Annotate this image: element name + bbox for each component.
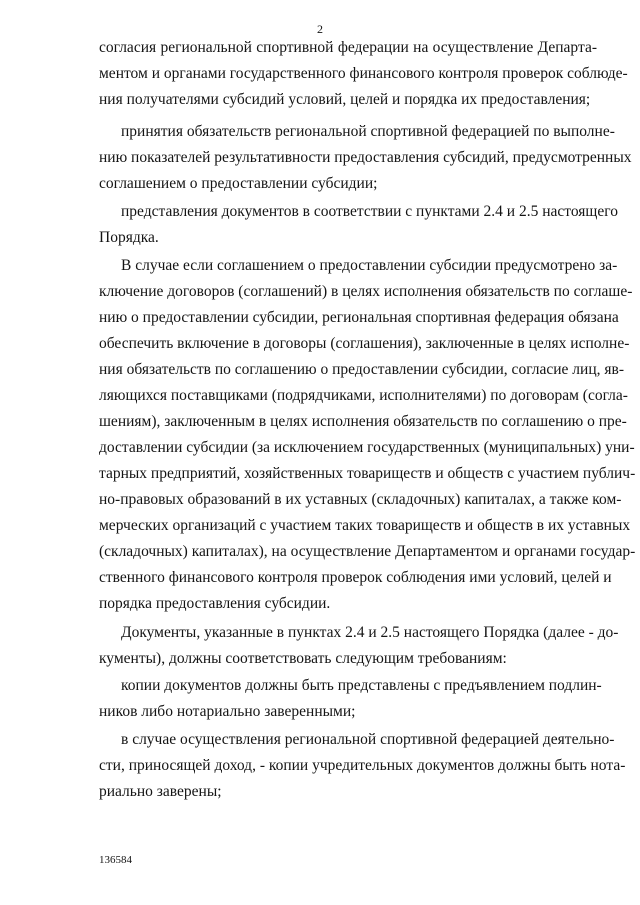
page-number: 2 bbox=[317, 22, 323, 36]
document-code: 136584 bbox=[99, 854, 132, 866]
text-line: согласия региональной спортивной федерации на осуществление Департа- bbox=[99, 39, 597, 56]
text-line: обеспечить включение в договоры (соглашения), заключенные в целях исполне- bbox=[99, 335, 630, 352]
text-line: ключение договоров (соглашений) в целях исполнения обязательств по соглаше- bbox=[99, 283, 633, 300]
text-line: В случае если соглашением о предоставлении субсидии предусмотрено за- bbox=[121, 257, 618, 274]
text-line: нию о предоставлении субсидии, региональная спортивная федерация обязана bbox=[99, 309, 619, 326]
text-line: соглашением о предоставлении субсидии; bbox=[99, 175, 378, 192]
text-line: (складочных) капиталах), на осуществление Департаментом и органами государ- bbox=[99, 543, 636, 560]
text-line: сти, приносящей доход, - копии учредительных документов должны быть нота- bbox=[99, 757, 626, 774]
text-line: Документы, указанные в пунктах 2.4 и 2.5 настоящего Порядка (далее - до- bbox=[121, 624, 619, 641]
text-line: риально заверены; bbox=[99, 783, 222, 800]
text-line: тарных предприятий, хозяйственных товариществ и обществ с участием публич- bbox=[99, 465, 636, 482]
text-line: ников либо нотариально заверенными; bbox=[99, 703, 356, 720]
text-line: в случае осуществления региональной спортивной федерацией деятельно- bbox=[121, 731, 615, 748]
text-line: ляющихся поставщиками (подрядчиками, исполнителями) по договорам (согла- bbox=[99, 387, 628, 404]
text-line: ния получателями субсидий условий, целей и порядка их предоставления; bbox=[99, 91, 591, 108]
text-line: ния обязательств по соглашению о предоставлении субсидии, согласие лиц, яв- bbox=[99, 361, 624, 378]
text-line: нию показателей результативности предоставления субсидий, предусмотренных bbox=[99, 149, 632, 166]
text-line: шениям), заключенным в целях исполнения обязательств по соглашению о пре- bbox=[99, 413, 627, 430]
text-line: копии документов должны быть представлены с предъявлением подлин- bbox=[121, 677, 602, 694]
text-line: представления документов в соответствии с пунктами 2.4 и 2.5 настоящего bbox=[121, 203, 618, 220]
text-line: но-правовых образований в их уставных (складочных) капиталах, а также ком- bbox=[99, 491, 622, 508]
text-line: кументы), должны соответствовать следующим требованиям: bbox=[99, 650, 507, 667]
text-line: Порядка. bbox=[99, 229, 159, 246]
text-line: принятия обязательств региональной спортивной федерацией по выполне- bbox=[121, 123, 615, 140]
text-line: ственного финансового контроля проверок соблюдения ими условий, целей и bbox=[99, 569, 612, 586]
text-line: ментом и органами государственного финансового контроля проверок соблюде- bbox=[99, 65, 628, 82]
text-line: мерческих организаций с участием таких товариществ и обществ в их уставных bbox=[99, 517, 631, 534]
text-line: порядка предоставления субсидии. bbox=[99, 595, 331, 612]
text-line: доставлении субсидии (за исключением государственных (муниципальных) уни- bbox=[99, 439, 635, 456]
